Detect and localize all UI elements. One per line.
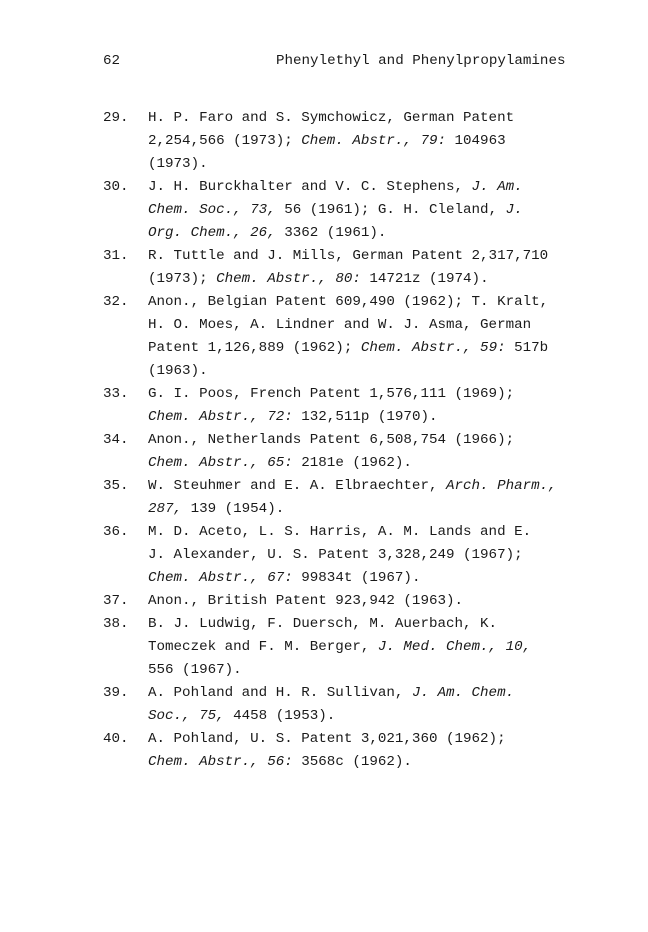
citation-italic-text: Org. Chem., 26,	[148, 225, 276, 241]
citation-text: A. Pohland, U. S. Patent 3,021,360 (1962);	[148, 731, 506, 747]
citation-text: W. Steuhmer and E. A. Elbraechter,	[148, 478, 446, 494]
citation-text: 2181e (1962).	[292, 455, 412, 471]
citation-text: 14721z (1974).	[360, 271, 489, 287]
reference-line	[148, 452, 603, 475]
citation-italic-text: Chem. Abstr., 65:	[148, 455, 293, 471]
reference-number: 34.	[103, 432, 129, 448]
reference-number: 38.	[103, 616, 129, 632]
citation-text: J. Alexander, U. S. Patent 3,328,249 (1967);	[148, 547, 523, 563]
reference-line	[148, 406, 603, 429]
citation-italic-text: 287,	[148, 501, 183, 517]
reference-line	[148, 705, 603, 728]
reference-number: 36.	[103, 524, 129, 540]
citation-italic-text: Chem. Abstr., 59:	[360, 340, 506, 356]
reference-line	[148, 268, 603, 291]
citation-text: (1973).	[148, 156, 208, 172]
citation-text: 132,511p (1970).	[292, 409, 438, 425]
reference-item	[103, 728, 603, 774]
citation-text: Patent 1,126,889 (1962);	[148, 340, 361, 356]
reference-line	[148, 475, 603, 498]
reference-line	[148, 337, 603, 360]
reference-line	[148, 222, 603, 245]
reference-item	[103, 429, 603, 475]
citation-text: 104963	[446, 133, 506, 149]
reference-line	[148, 498, 603, 521]
reference-line	[148, 383, 603, 406]
reference-line	[148, 751, 603, 774]
reference-list	[103, 107, 603, 774]
reference-number: 39.	[103, 685, 129, 701]
citation-italic-text: J. Med. Chem., 10,	[377, 639, 532, 655]
reference-line	[148, 245, 603, 268]
citation-text: J. H. Burckhalter and V. C. Stephens,	[148, 179, 472, 195]
page-number: 62	[103, 53, 121, 69]
citation-text: (1973);	[148, 271, 217, 287]
citation-text: G. I. Poos, French Patent 1,576,111 (1969);	[148, 386, 515, 402]
reference-item	[103, 682, 603, 728]
reference-number: 37.	[103, 593, 129, 609]
reference-item	[103, 475, 603, 521]
reference-item	[103, 590, 603, 613]
citation-italic-text: Arch. Pharm.,	[446, 478, 557, 494]
reference-item	[103, 613, 603, 682]
reference-line	[148, 107, 603, 130]
reference-number: 31.	[103, 248, 129, 264]
reference-line	[148, 728, 603, 751]
reference-line	[148, 590, 603, 613]
citation-italic-text: Chem. Abstr., 80:	[216, 271, 361, 287]
reference-item	[103, 521, 603, 590]
citation-italic-text: J. Am.	[471, 179, 523, 195]
citation-text: H. P. Faro and S. Symchowicz, German Patent	[148, 110, 515, 126]
reference-item	[103, 245, 603, 291]
reference-line	[148, 567, 603, 590]
reference-line	[148, 613, 603, 636]
reference-line	[148, 199, 603, 222]
citation-text: Tomeczek and F. M. Berger,	[148, 639, 378, 655]
citation-text: R. Tuttle and J. Mills, German Patent 2,317,710	[148, 248, 549, 264]
citation-text: 556 (1967).	[148, 662, 242, 678]
citation-text: Anon., Netherlands Patent 6,508,754 (1966);	[148, 432, 515, 448]
reference-line	[148, 636, 603, 659]
reference-line	[148, 360, 603, 383]
citation-text: M. D. Aceto, L. S. Harris, A. M. Lands and E.	[148, 524, 532, 540]
reference-item	[103, 383, 603, 429]
reference-line	[148, 314, 603, 337]
reference-line	[148, 659, 603, 682]
citation-italic-text: Chem. Abstr., 56:	[148, 754, 293, 770]
citation-italic-text: Chem. Abstr., 79:	[301, 133, 446, 149]
reference-number: 30.	[103, 179, 129, 195]
reference-line	[148, 176, 603, 199]
reference-number: 29.	[103, 110, 129, 126]
citation-italic-text: Chem. Abstr., 72:	[148, 409, 293, 425]
reference-line	[148, 291, 603, 314]
citation-text: A. Pohland and H. R. Sullivan,	[148, 685, 412, 701]
citation-text: Anon., Belgian Patent 609,490 (1962); T. Kralt,	[148, 294, 549, 310]
reference-item	[103, 176, 603, 245]
reference-line	[148, 429, 603, 452]
citation-italic-text: Chem. Soc., 73,	[148, 202, 276, 218]
citation-text: 3362 (1961).	[275, 225, 387, 241]
citation-text: Anon., British Patent 923,942 (1963).	[148, 593, 464, 609]
page-header	[103, 53, 593, 75]
citation-italic-text: J. Am. Chem.	[411, 685, 515, 701]
reference-number: 40.	[103, 731, 129, 747]
citation-italic-text: Soc., 75,	[148, 708, 225, 724]
citation-text: 99834t (1967).	[292, 570, 421, 586]
reference-line	[148, 130, 603, 153]
reference-line	[148, 544, 603, 567]
citation-text: 517b	[505, 340, 549, 356]
citation-text: 56 (1961); G. H. Cleland,	[275, 202, 506, 218]
citation-text: (1963).	[148, 363, 208, 379]
reference-line	[148, 153, 603, 176]
reference-line	[148, 521, 603, 544]
citation-text: 3568c (1962).	[292, 754, 412, 770]
reference-item	[103, 107, 603, 176]
citation-text: 2,254,566 (1973);	[148, 133, 302, 149]
citation-italic-text: J.	[505, 202, 523, 218]
reference-number: 33.	[103, 386, 129, 402]
reference-line	[148, 682, 603, 705]
reference-number: 32.	[103, 294, 129, 310]
reference-number: 35.	[103, 478, 129, 494]
citation-text: 139 (1954).	[182, 501, 285, 517]
running-title: Phenylethyl and Phenylpropylamines	[276, 53, 566, 69]
citation-text: 4458 (1953).	[224, 708, 336, 724]
citation-text: H. O. Moes, A. Lindner and W. J. Asma, German	[148, 317, 532, 333]
citation-italic-text: Chem. Abstr., 67:	[148, 570, 293, 586]
reference-item	[103, 291, 603, 383]
citation-text: B. J. Ludwig, F. Duersch, M. Auerbach, K.	[148, 616, 498, 632]
